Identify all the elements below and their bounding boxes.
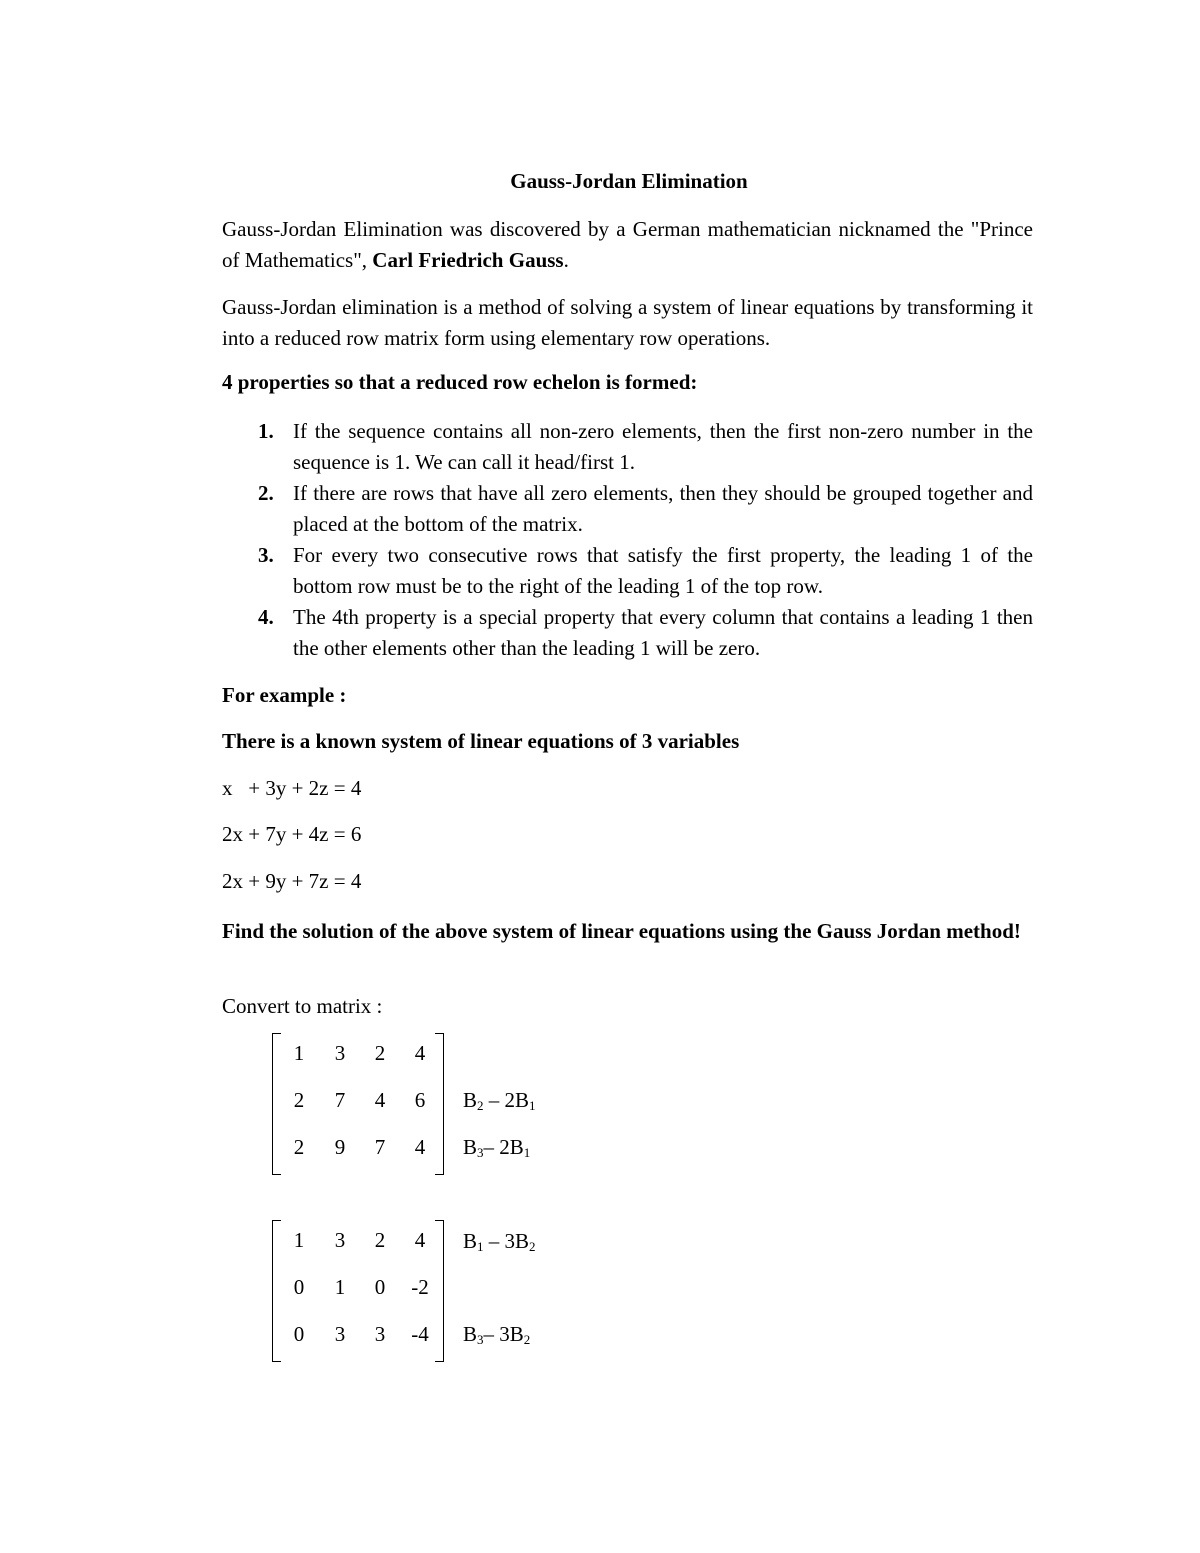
row-operation: $B_2 - 2B_1$ — [463, 1088, 536, 1113]
list-item-number: 2. — [258, 481, 274, 505]
matrix-cell: 7 — [334, 1088, 346, 1112]
row-operation: $B_3-$ $3B_2$ — [463, 1322, 531, 1347]
matrix-cell: 0 — [293, 1275, 305, 1299]
matrix-cell: 1 — [334, 1275, 346, 1299]
matrix-cell: 2 — [374, 1228, 386, 1252]
matrix-cell: 9 — [334, 1135, 346, 1159]
list-item-text: The 4th property is a special property that every column that contains a leading 1 then the other elements other than the leading 1 will be zero. — [293, 605, 1033, 660]
intro-bold-name: Carl Friedrich Gauss — [372, 248, 564, 272]
matrix-cell: 7 — [374, 1135, 386, 1159]
row-operation: $B_3-$ $2B_1$ — [463, 1135, 531, 1160]
page-title: Gauss-Jordan Elimination — [510, 169, 748, 193]
matrix-cell: 2 — [374, 1041, 386, 1065]
row-operation: $B_1 - 3B_2$ — [463, 1229, 536, 1254]
matrix-cell: 4 — [414, 1041, 426, 1065]
matrix-cell: 2 — [293, 1088, 305, 1112]
intro-text: Gauss-Jordan Elimination was discovered by a German mathematician nicknamed the "Prince of Mathematics", — [222, 217, 1033, 272]
matrix-cell: 0 — [293, 1322, 305, 1346]
list-item — [222, 602, 1033, 664]
list-item-number: 4. — [258, 605, 274, 629]
known-system-heading: There is a known system of linear equations of 3 variables — [222, 729, 740, 753]
list-item-text: If there are rows that have all zero elements, then they should be grouped together and placed at the bottom of the matrix. — [293, 481, 1033, 536]
properties-heading: 4 properties so that a reduced row echelon is formed: — [222, 370, 698, 394]
definition-paragraph: Gauss-Jordan elimination is a method of solving a system of linear equations by transforming it into a reduced row matrix form using elementary row operations. — [222, 295, 1033, 350]
matrix-cell: 3 — [334, 1228, 346, 1252]
matrix-cell: 4 — [374, 1088, 386, 1112]
equation-2: 2x + 7y + 4z = 6 — [222, 822, 362, 846]
matrix-cell: 3 — [374, 1322, 386, 1346]
properties-list — [222, 416, 1033, 664]
matrix-cell: 1 — [293, 1228, 305, 1252]
intro-paragraph — [222, 214, 1033, 276]
matrix-cell: 3 — [334, 1041, 346, 1065]
matrix-cell: 4 — [414, 1135, 426, 1159]
matrix-cell: 0 — [374, 1275, 386, 1299]
matrix-cell: 3 — [334, 1322, 346, 1346]
matrix-cell: 6 — [414, 1088, 426, 1112]
example-heading: For example : — [222, 683, 347, 707]
list-item — [222, 540, 1033, 602]
intro-end: . — [563, 248, 569, 272]
matrix-cell: -4 — [411, 1322, 429, 1346]
matrix-cell: -2 — [411, 1275, 429, 1299]
list-item-text: For every two consecutive rows that satisfy the first property, the leading 1 of the bottom row must be to the right of the leading 1 of the top row. — [293, 543, 1033, 598]
list-item — [222, 416, 1033, 478]
matrix-cell: 1 — [293, 1041, 305, 1065]
matrix-cell: 2 — [293, 1135, 305, 1159]
matrix-1 — [272, 1033, 444, 1173]
matrix-cell: 4 — [414, 1228, 426, 1252]
equation-1: x + 3y + 2z = 4 — [222, 776, 362, 800]
list-item-text: If the sequence contains all non-zero elements, then the first non-zero number in the sequence is 1. We can call it head/first 1. — [293, 419, 1033, 474]
list-item-number: 3. — [258, 543, 274, 567]
convert-label: Convert to matrix : — [222, 994, 383, 1018]
list-item — [222, 478, 1033, 540]
list-item-number: 1. — [258, 419, 274, 443]
find-solution-heading: Find the solution of the above system of linear equations using the Gauss Jordan method! — [222, 919, 1021, 943]
matrix-2 — [272, 1220, 444, 1360]
equation-3: 2x + 9y + 7z = 4 — [222, 869, 362, 893]
